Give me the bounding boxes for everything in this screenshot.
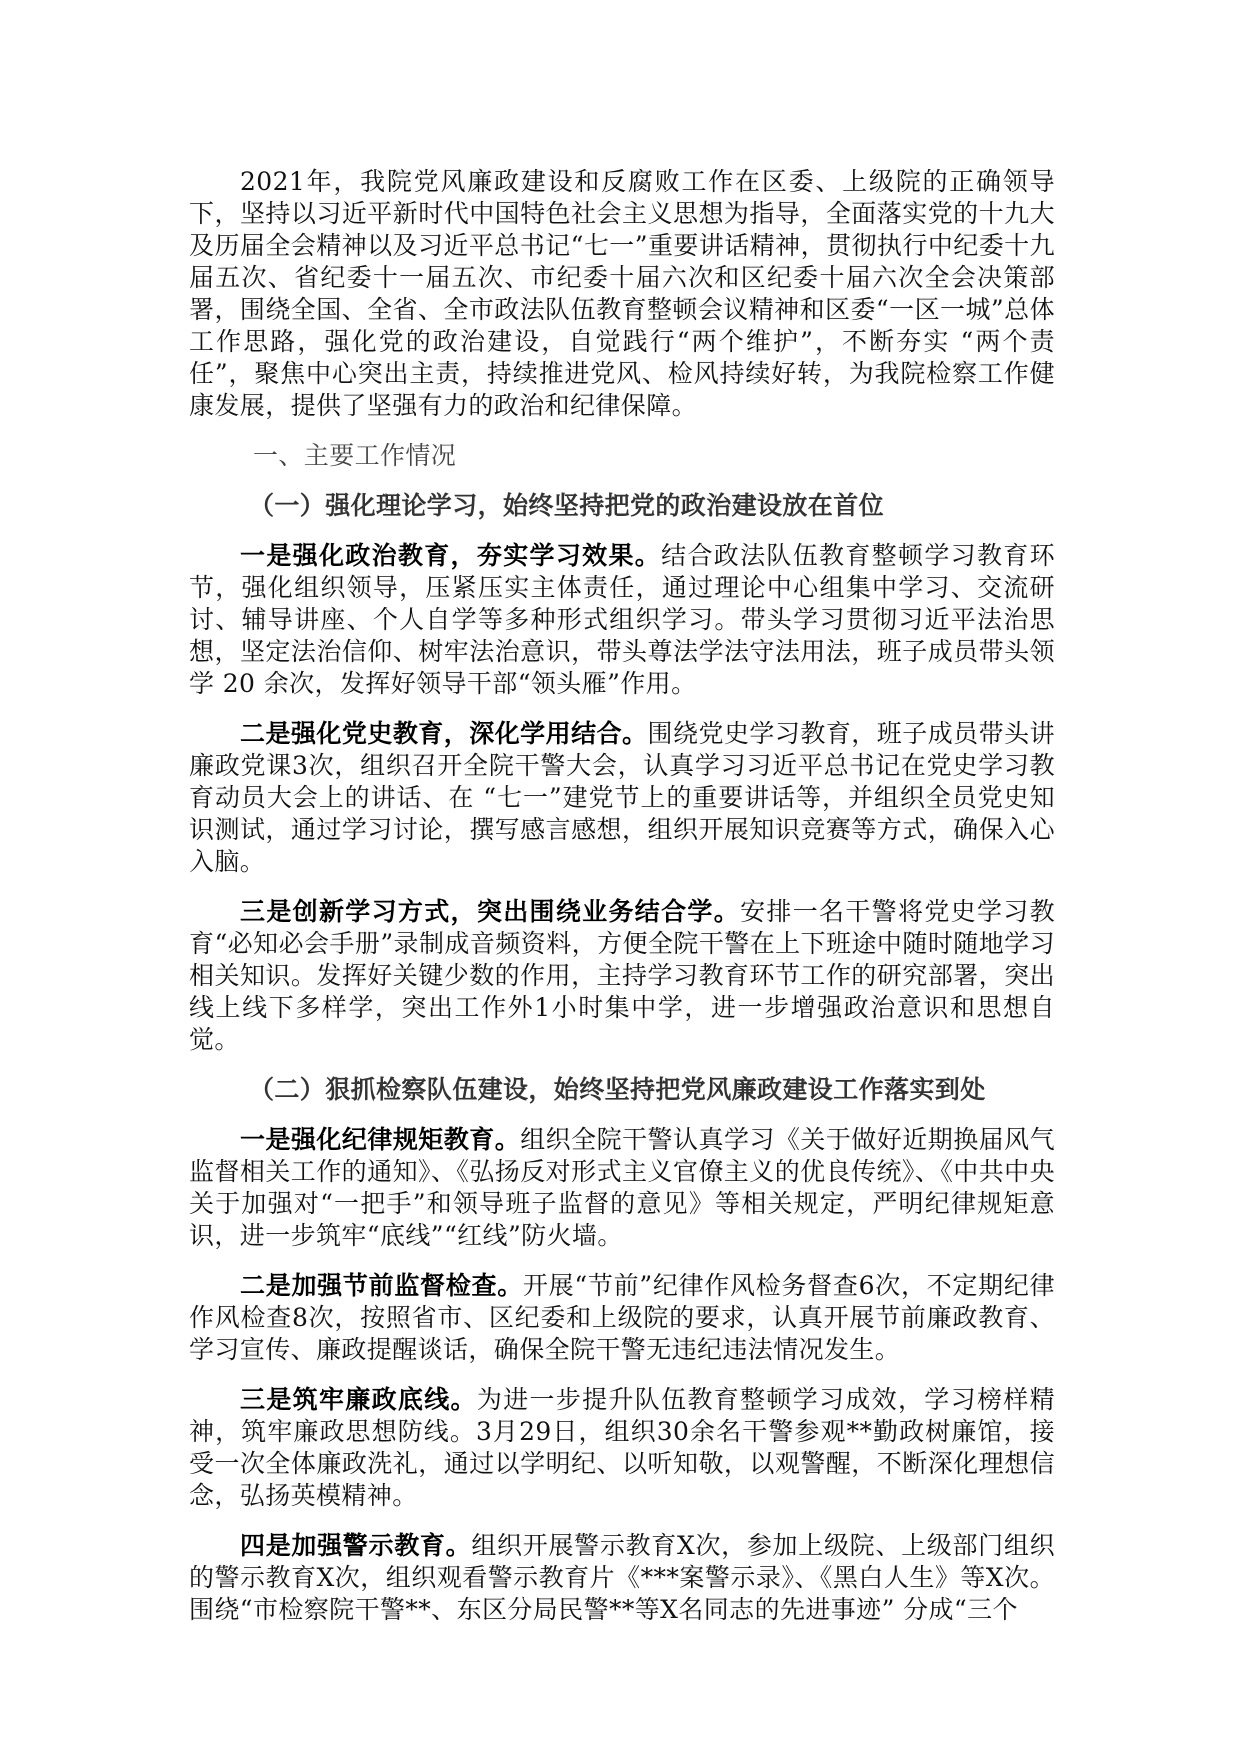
list-item (189, 718, 1055, 878)
item-lead: 四是加强警示教育。 (240, 1531, 472, 1560)
item-lead: 一是强化纪律规矩教育。 (240, 1125, 521, 1154)
subsection-heading-2: （二）狠抓检察队伍建设，始终坚持把党风廉政建设工作落实到处 (249, 1075, 986, 1104)
item-text: 围绕党史学习教育，班子成员带头讲廉政党课3次，组织召开全院干警大会，认真学习习近平总书记在党史学习教育动员大会上的讲话、在 “七一”建党节上的重要讲话等，并组织全员党史知识测试，通过学习讨论，撰写感言感想，组织开展知识竞赛等方式，确保入心入脑。 (189, 719, 1055, 876)
list-item (189, 1530, 1055, 1626)
subsection-heading-1: （一）强化理论学习，始终坚持把党的政治建设放在首位 (249, 491, 885, 520)
item-text: 安排一名干警将党史学习教育“必知必会手册”录制成音频资料，方便全院干警在上下班途中随时随地学习相关知识。发挥好关键少数的作用，主持学习教育环节工作的研究部署，突出线上线下多样学，突出工作外1小时集中学，进一步增强政治意识和思想自觉。 (189, 897, 1055, 1054)
item-text: 组织开展警示教育X次，参加上级院、上级部门组织的警示教育X次，组织观看警示教育片《***案警示录》、《黑白人生》等X次。围绕“市检察院干警**、东区分局民警**等X名同志的先进事迹” 分成“三个 (189, 1531, 1055, 1624)
item-text: 开展“节前”纪律作风检务督查6次，不定期纪律作风检查8次，按照省市、区纪委和上级院的要求，认真开展节前廉政教育、学习宣传、廉政提醒谈话，确保全院干警无违纪违法情况发生。 (189, 1271, 1055, 1364)
intro-paragraph: 2021年，我院党风廉政建设和反腐败工作在区委、上级院的正确领导下，坚持以习近平新时代中国特色社会主义思想为指导，全面落实党的十九大及历届全会精神以及习近平总书记“七一”重要讲话精神，贯彻执行中纪委十九届五次、省纪委十一届五次、市纪委十届六次和区纪委十届六次全会决策部署，围绕全国、全省、全市政法队伍教育整顿会议精神和区委“一区一城”总体工作思路，强化党的政治建设，自觉践行“两个维护”，不断夯实 “两个责任”，聚焦中心突出主责，持续推进党风、检风持续好转，为我院检察工作健康发展，提供了坚强有力的政治和纪律保障。 (189, 167, 1055, 420)
item-lead: 二是强化党史教育，深化学用结合。 (240, 719, 648, 748)
list-item (189, 1270, 1055, 1366)
item-lead: 二是加强节前监督检查。 (240, 1271, 523, 1300)
list-item (189, 896, 1055, 1056)
item-lead: 一是强化政治教育，夯实学习效果。 (240, 541, 662, 570)
item-lead: 三是创新学习方式，突出围绕业务结合学。 (240, 897, 741, 926)
list-item (189, 1124, 1055, 1252)
item-text: 组织全院干警认真学习《关于做好近期换届风气监督相关工作的通知》、《弘扬反对形式主义官僚主义的优良传统》、《中共中央关于加强对“一把手”和领导班子监督的意见》等相关规定，严明纪律规矩意识，进一步筑牢“底线”“红线”防火墙。 (189, 1125, 1056, 1250)
section-heading: 一、主要工作情况 (253, 441, 457, 470)
document-page (189, 166, 1055, 1644)
item-lead: 三是筑牢廉政底线。 (240, 1385, 477, 1414)
item-text: 为进一步提升队伍教育整顿学习成效，学习榜样精神，筑牢廉政思想防线。3月29日，组织30余名干警参观**勤政树廉馆，接受一次全体廉政洗礼，通过以学明纪、以听知敬，以观警醒，不断深化理想信念，弘扬英模精神。 (189, 1385, 1055, 1510)
item-text: 结合政法队伍教育整顿学习教育环节，强化组织领导，压紧压实主体责任，通过理论中心组集中学习、交流研讨、辅导讲座、个人自学等多种形式组织学习。带头学习贯彻习近平法治思想，坚定法治信仰、树牢法治意识，带头尊法学法守法用法，班子成员带头领学 20 余次，发挥好领导干部“领头雁”作用。 (189, 541, 1055, 698)
list-item (189, 540, 1055, 700)
list-item (189, 1384, 1055, 1512)
